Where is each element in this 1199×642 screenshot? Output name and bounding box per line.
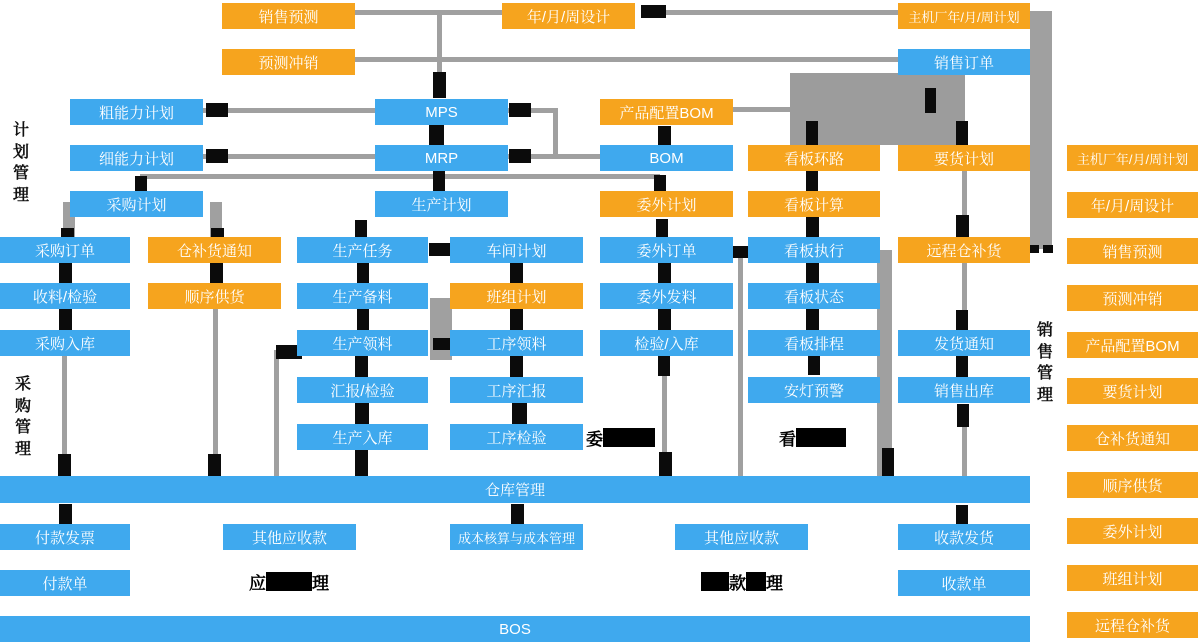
node-team-plan: 班组计划 [450, 283, 583, 309]
connector-bar [654, 175, 666, 192]
connector-bar [808, 356, 820, 375]
connector-bar [210, 263, 223, 283]
right-col-oem-ymw-plan: 主机厂年/月/周计划 [1067, 145, 1198, 171]
node-other-receivables-right: 其他应收款 [675, 524, 808, 550]
section-label-kanban [779, 426, 846, 448]
node-sequence-supply: 顺序供货 [148, 283, 281, 309]
connector-bar [510, 263, 523, 283]
connector-dash [1029, 245, 1039, 253]
node-sales-outbound: 销售出库 [898, 377, 1030, 403]
redaction-box [603, 428, 655, 447]
node-receipt-slip: 收款单 [898, 570, 1030, 596]
node-inspect-inbound: 检验/入库 [600, 330, 733, 356]
connector-bar [956, 215, 969, 237]
connector-bar [806, 309, 819, 330]
node-production-task: 生产任务 [297, 237, 428, 263]
section-label-text: 理 [766, 573, 783, 593]
connector-bar [656, 219, 668, 237]
connector-bar [433, 72, 446, 98]
side-label-purchase-mgmt: 采购管理 [14, 376, 31, 458]
flow-bar [1030, 11, 1052, 249]
node-forecast-writeoff: 预测冲销 [222, 49, 355, 75]
node-mps: MPS [375, 99, 508, 125]
section-label-payable [249, 570, 329, 592]
node-kanban-schedule: 看板排程 [748, 330, 880, 356]
connector-bar [510, 309, 523, 330]
right-col-sequence-supply: 顺序供货 [1067, 472, 1198, 498]
connector-bar [59, 309, 72, 330]
connector-bar [806, 263, 819, 283]
connector-bar [355, 403, 369, 424]
node-outsource-order: 委外订单 [600, 237, 733, 263]
node-sales-forecast: 销售预测 [222, 3, 355, 29]
redaction-box [796, 428, 846, 447]
node-other-receivables-left: 其他应收款 [223, 524, 356, 550]
side-label-sales-mgmt: 销售管理 [1036, 322, 1053, 404]
section-label-text: 看 [779, 429, 796, 449]
connector-line [203, 154, 375, 159]
node-product-config-bom: 产品配置BOM [600, 99, 733, 125]
connector-bar [658, 126, 671, 146]
connector-dash [206, 103, 228, 117]
right-col-outsource-plan: 委外计划 [1067, 518, 1198, 544]
connector-bar [659, 452, 672, 476]
node-purchase-order: 采购订单 [0, 237, 130, 263]
node-demand-plan: 要货计划 [898, 145, 1030, 171]
node-ymw-design: 年/月/周设计 [502, 3, 635, 29]
connector-bar [956, 356, 968, 378]
connector-line [733, 107, 790, 112]
connector-bar [925, 88, 936, 113]
node-purchase-inbound: 采购入库 [0, 330, 130, 356]
node-process-report: 工序汇报 [450, 377, 583, 403]
node-outsource-plan: 委外计划 [600, 191, 733, 217]
section-label-text: 理 [312, 573, 329, 593]
node-payment-invoice: 付款发票 [0, 524, 130, 550]
right-col-sales-forecast: 销售预测 [1067, 238, 1198, 264]
node-kanban-loop: 看板环路 [748, 145, 880, 171]
connector-bar [511, 504, 524, 526]
node-bos: BOS [0, 616, 1030, 642]
node-oem-ymw-plan: 主机厂年/月/周计划 [898, 3, 1030, 29]
connector-bar [658, 309, 671, 330]
node-process-picking: 工序领料 [450, 330, 583, 356]
node-purchase-plan: 采购计划 [70, 191, 203, 217]
section-label-receivable [701, 570, 783, 592]
connector-bar [59, 504, 72, 525]
connector-line [203, 108, 375, 113]
connector-bar [512, 403, 527, 425]
node-report-inspect: 汇报/检验 [297, 377, 428, 403]
node-process-inspect: 工序检验 [450, 424, 583, 450]
node-receive-inspect: 收料/检验 [0, 283, 130, 309]
node-remote-replenish: 远程仓补货 [898, 237, 1030, 263]
node-replenish-notice: 仓补货通知 [148, 237, 281, 263]
node-bom: BOM [600, 145, 733, 171]
right-col-remote-replenish: 远程仓补货 [1067, 612, 1198, 638]
right-col-team-plan: 班组计划 [1067, 565, 1198, 591]
connector-bar [357, 309, 369, 330]
connector-bar [355, 356, 368, 377]
connector-bar [806, 121, 818, 145]
node-payment-slip: 付款单 [0, 570, 130, 596]
connector-bar [806, 217, 819, 238]
connector-bar [58, 454, 71, 476]
right-col-ymw-design: 年/月/周设计 [1067, 192, 1198, 218]
redaction-box [266, 572, 312, 591]
connector-bar [806, 169, 818, 192]
connector-bar [59, 263, 72, 283]
node-kanban-status: 看板状态 [748, 283, 880, 309]
node-fine-capacity-plan: 细能力计划 [70, 145, 203, 171]
connector-bar [658, 263, 671, 283]
connector-dash [1043, 245, 1053, 253]
right-col-forecast-writeoff: 预测冲销 [1067, 285, 1198, 311]
connector-dash [509, 103, 531, 117]
right-col-demand-plan: 要货计划 [1067, 378, 1198, 404]
node-outsource-issue: 委外发料 [600, 283, 733, 309]
section-label-text: 委 [586, 429, 603, 449]
section-label-outsource [586, 426, 655, 448]
node-warehouse-mgmt: 仓库管理 [0, 476, 1030, 503]
node-kanban-exec: 看板执行 [748, 237, 880, 263]
node-receipt-delivery: 收款发货 [898, 524, 1030, 550]
redaction-box [746, 572, 766, 591]
connector-line [274, 350, 279, 476]
connector-line [140, 174, 660, 179]
side-label-plan-mgmt: 计划管理 [12, 122, 29, 204]
connector-line [664, 10, 898, 15]
node-production-inbound: 生产入库 [297, 424, 428, 450]
connector-line [553, 108, 558, 159]
connector-bar [510, 356, 523, 378]
connector-line [738, 250, 743, 476]
connector-bar [956, 121, 968, 145]
redaction-box [701, 572, 729, 591]
node-kanban-calc: 看板计算 [748, 191, 880, 217]
connector-dash [206, 149, 228, 163]
connector-bar [882, 448, 894, 476]
connector-bar [433, 170, 445, 192]
flow-bar [430, 298, 452, 360]
node-production-plan: 生产计划 [375, 191, 508, 217]
connector-line [355, 57, 898, 62]
connector-bar [357, 263, 369, 283]
node-andon-warning: 安灯预警 [748, 377, 880, 403]
node-cost-accounting: 成本核算与成本管理 [450, 524, 583, 550]
connector-bar [956, 505, 968, 525]
node-production-prepare: 生产备料 [297, 283, 428, 309]
node-delivery-notice: 发货通知 [898, 330, 1030, 356]
connector-bar [355, 450, 368, 476]
node-sales-order: 销售订单 [898, 49, 1030, 75]
node-workshop-plan: 车间计划 [450, 237, 583, 263]
connector-line [355, 10, 503, 15]
connector-dash [509, 149, 531, 163]
connector-bar [355, 220, 367, 237]
right-col-product-config-bom: 产品配置BOM [1067, 332, 1198, 358]
right-col-replenish-notice: 仓补货通知 [1067, 425, 1198, 451]
connector-dash [641, 5, 666, 18]
connector-line [213, 309, 218, 476]
connector-bar [956, 310, 968, 330]
connector-dash [433, 338, 450, 350]
connector-bar [957, 404, 969, 427]
node-rough-capacity-plan: 粗能力计划 [70, 99, 203, 125]
section-label-text: 款 [729, 573, 746, 593]
connector-bar [658, 356, 670, 376]
connector-bar [208, 454, 221, 476]
node-mrp: MRP [375, 145, 508, 171]
connector-bar [429, 124, 444, 146]
section-label-text: 应 [249, 573, 266, 593]
node-production-picking: 生产领料 [297, 330, 428, 356]
